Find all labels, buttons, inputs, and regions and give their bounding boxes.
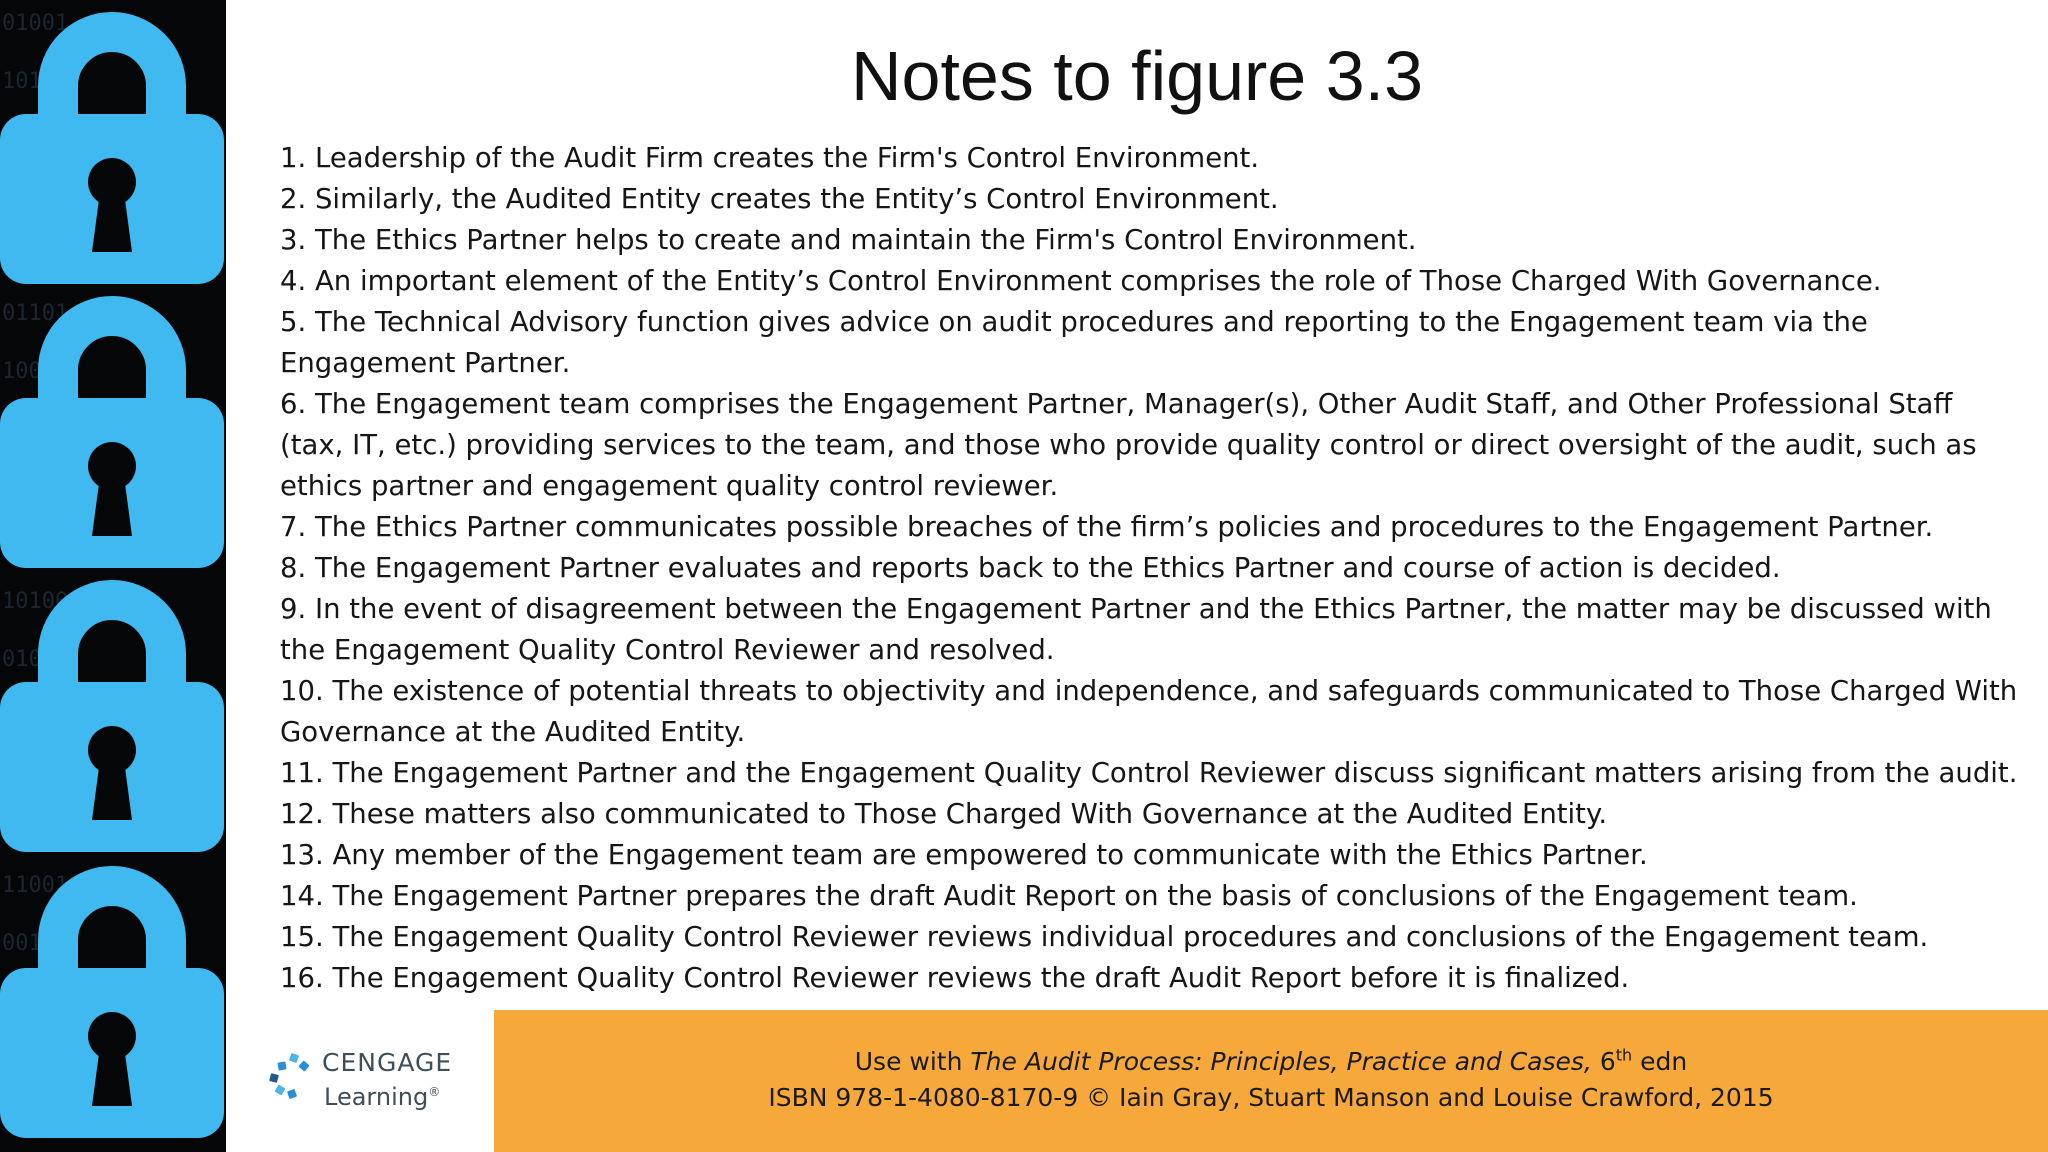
cengage-logo-learning: Learning xyxy=(324,1083,429,1111)
footer-text xyxy=(494,1044,2048,1116)
footer-edition-number: 6 xyxy=(1599,1047,1616,1076)
footer-book-title: The Audit Process: Principles, Practice and Cases, xyxy=(970,1047,1592,1076)
svg-text:01101: 01101 xyxy=(2,301,69,326)
footer-edition xyxy=(1600,1047,1632,1076)
footer-bar xyxy=(494,1010,2048,1152)
cengage-logo-mark-icon xyxy=(266,1052,316,1102)
svg-text:10011: 10011 xyxy=(2,359,69,384)
svg-text:10110: 10110 xyxy=(2,69,69,94)
footer-edition-word: edn xyxy=(1640,1047,1688,1076)
cengage-logo-name: CENGAGE xyxy=(322,1048,453,1077)
notes-list xyxy=(280,138,2020,999)
padlock-icon xyxy=(0,856,224,1138)
note-item: 4. An important element of the Entity’s Control Environment comprises the role of Those Charged With Governance. xyxy=(280,265,1882,297)
trademark-symbol: ® xyxy=(428,1085,441,1099)
svg-text:11001: 11001 xyxy=(2,873,69,898)
note-item: 3. The Ethics Partner helps to create and maintain the Firm's Control Environment. xyxy=(280,224,1417,256)
note-item: 12. These matters also communicated to Those Charged With Governance at the Audited Entity. xyxy=(280,798,1608,830)
note-item: 6. The Engagement team comprises the Engagement Partner, Manager(s), Other Audit Staff, and Other Professional Staff (tax, IT, etc.) providing services to the team, and those who provide quality control or direct oversight of the audit, such as ethics partner and engagement quality control reviewer. xyxy=(280,388,1977,502)
svg-text:00111: 00111 xyxy=(2,931,69,956)
page-title: Notes to figure 3.3 xyxy=(851,37,1423,115)
note-item: 7. The Ethics Partner communicates possible breaches of the firm’s policies and procedures to the Engagement Partner. xyxy=(280,511,1934,543)
footer-line-1 xyxy=(494,1044,2048,1080)
note-item: 14. The Engagement Partner prepares the draft Audit Report on the basis of conclusions of the Engagement team. xyxy=(280,880,1858,912)
footer-isbn-line: ISBN 978-1-4080-8170-9 © Iain Gray, Stuart Manson and Louise Crawford, 2015 xyxy=(768,1083,1774,1112)
note-item: 8. The Engagement Partner evaluates and reports back to the Ethics Partner and course of action is decided. xyxy=(280,552,1781,584)
note-item: 9. In the event of disagreement between the Engagement Partner and the Ethics Partner, the matter may be discussed with the Engagement Quality Control Reviewer and resolved. xyxy=(280,593,1992,666)
note-item: 5. The Technical Advisory function gives advice on audit procedures and reporting to the Engagement team via the Engagement Partner. xyxy=(280,306,1868,379)
note-item: 11. The Engagement Partner and the Engagement Quality Control Reviewer discuss significant matters arising from the audit. xyxy=(280,757,2018,789)
note-item: 15. The Engagement Quality Control Reviewer reviews individual procedures and conclusions of the Engagement team. xyxy=(280,921,1929,953)
padlock-decoration-strip xyxy=(0,0,226,1152)
note-item: 2. Similarly, the Audited Entity creates the Entity’s Control Environment. xyxy=(280,183,1279,215)
padlock-icon xyxy=(0,570,224,852)
note-item: 16. The Engagement Quality Control Reviewer reviews the draft Audit Report before it is finalized. xyxy=(280,962,1630,994)
note-item: 1. Leadership of the Audit Firm creates the Firm's Control Environment. xyxy=(280,142,1260,174)
padlock-icon xyxy=(0,2,224,284)
svg-text:10100: 10100 xyxy=(2,589,69,614)
footer-edition-suffix: th xyxy=(1615,1045,1633,1065)
padlock-icon xyxy=(0,286,224,568)
note-item: 13. Any member of the Engagement team are empowered to communicate with the Ethics Partner. xyxy=(280,839,1648,871)
svg-text:01011: 01011 xyxy=(2,647,69,672)
svg-text:01001: 01001 xyxy=(2,11,69,36)
cengage-logo-sub xyxy=(324,1078,440,1111)
footer-use-with: Use with xyxy=(854,1047,963,1076)
cengage-logo xyxy=(266,1048,476,1112)
note-item: 10. The existence of potential threats to objectivity and independence, and safeguards communicated to Those Charged With Governance at the Audited Entity. xyxy=(280,675,2018,748)
